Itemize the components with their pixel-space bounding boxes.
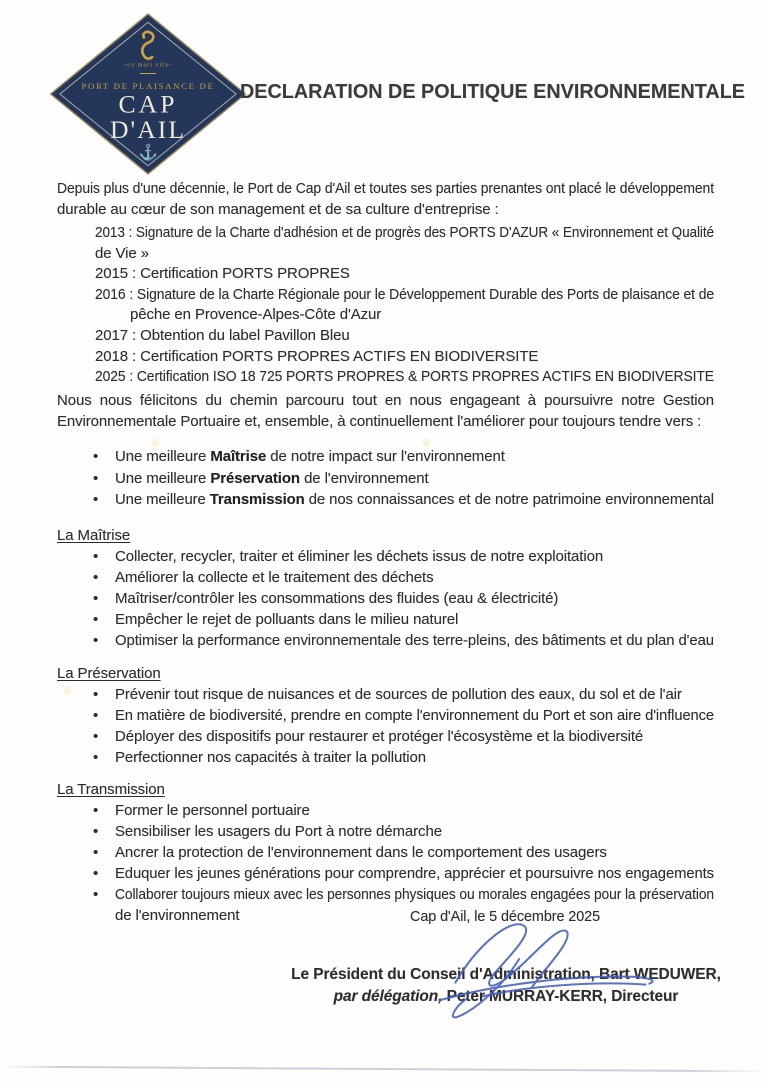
- bullet-item: • Collaborer toujours mieux avec les personnes physiques ou morales engagées pour la préservation: [115, 884, 714, 905]
- bullet-item: • Sensibiliser les usagers du Port à notre démarche: [115, 821, 714, 842]
- scan-artifact-line: [0, 1066, 768, 1073]
- milestone-item: 2018 : Certification PORTS PROPRES ACTIFS EN BIODIVERSITE: [95, 347, 539, 365]
- signatory-line-delegation: par délégation, Peter MURRAY-KERR, Directeur: [333, 988, 679, 1005]
- scan-artifact: [423, 438, 430, 447]
- bullet-item: • Eduquer les jeunes générations pour comprendre, apprécier et poursuivre nos engagements: [115, 863, 714, 884]
- bullet-item: • Améliorer la collecte et le traitement des déchets: [115, 567, 714, 588]
- goals-list: [57, 446, 714, 511]
- bullet-item: • Perfectionner nos capacités à traiter la pollution: [115, 747, 714, 768]
- document-title: DECLARATION DE POLITIQUE ENVIRONNEMENTALE: [240, 81, 745, 103]
- bullet-item: • Déployer des dispositifs pour restaurer et protéger l'écosystème et la biodiversité: [115, 726, 714, 747]
- goal-item: • Une meilleure Maîtrise de notre impact sur l'environnement: [115, 446, 714, 468]
- milestone-item: 2016 : Signature de la Charte Régionale pour le Développement Durable des Ports de plaisance et de: [95, 285, 714, 303]
- scan-artifact: [64, 686, 71, 695]
- milestone-item-continuation: de Vie »: [95, 244, 149, 262]
- section-heading: La Préservation: [57, 665, 161, 682]
- bullet-item: • Collecter, recycler, traiter et éliminer les déchets issus de notre exploitation: [115, 546, 714, 567]
- milestone-item-continuation: pêche en Provence-Alpes-Côte d'Azur: [130, 306, 382, 324]
- bullet-item: • Empêcher le rejet de polluants dans le milieu naturel: [115, 609, 714, 630]
- intro-line: durable au cœur de son management et de sa culture d'entreprise :: [57, 201, 499, 218]
- intro-paragraph: [57, 178, 714, 220]
- goal-item: • Une meilleure Transmission de nos connaissances et de notre patrimoine environnemental: [115, 489, 714, 511]
- milestone-item: 2013 : Signature de la Charte d'adhésion et de progrès des PORTS D'AZUR « Environnement et Qualité: [95, 224, 714, 241]
- bullet-item-continuation: de l'environnement: [115, 907, 240, 924]
- section-preservation: [57, 663, 714, 768]
- bullet-item: • Prévenir tout risque de nuisances et de sources de pollution des eaux, du sol et de l'air: [115, 684, 714, 705]
- dateline: Cap d'Ail, le 5 décembre 2025: [410, 908, 600, 925]
- logo-subtitle: PORT DE PLAISANCE DE: [81, 80, 215, 91]
- bullet-item: • Ancrer la protection de l'environnement dans le comportement des usagers: [115, 842, 714, 863]
- bullet-item: • Former le personnel portuaire: [115, 800, 714, 821]
- intro-line: Depuis plus d'une décennie, le Port de Cap d'Ail et toutes ses parties prenantes ont placé le développement: [57, 180, 714, 197]
- logo-name-line1: CAP: [118, 89, 178, 119]
- section-maitrise: [57, 525, 714, 651]
- milestone-item: 2025 : Certification ISO 18 725 PORTS PROPRES & PORTS PROPRES ACTIFS EN BIODIVERSITE: [95, 368, 714, 386]
- bullet-item: • Optimiser la performance environnementale des terre-pleins, des bâtiments et du plan d'eau: [115, 630, 714, 651]
- commitment-line: Nous nous félicitons du chemin parcouru tout en nous engageant à poursuivre notre Gestion: [57, 392, 714, 409]
- bullet-item: • En matière de biodiversité, prendre en compte l'environnement du Port et son aire d'influence: [115, 705, 714, 726]
- commitment-paragraph: [57, 390, 714, 432]
- section-heading: La Maîtrise: [57, 527, 131, 544]
- anchor-icon: ⚓: [138, 144, 158, 162]
- logo-name-line2: D'AIL: [109, 115, 187, 145]
- handwritten-signature: [426, 912, 671, 1020]
- milestone-item: 2015 : Certification PORTS PROPRES: [95, 265, 350, 283]
- logo-motto: -ex mari vita-: [124, 62, 172, 69]
- section-heading: La Transmission: [57, 781, 165, 798]
- milestone-item: 2017 : Obtention du label Pavillon Bleu: [95, 326, 350, 344]
- goal-item: • Une meilleure Préservation de l'environnement: [115, 468, 714, 490]
- signatory-line-president: Le Président du Conseil d'Administration, Bart WEDUWER,: [291, 966, 721, 983]
- scan-artifact: [152, 438, 159, 447]
- port-logo-emblem: [45, 12, 251, 176]
- commitment-line: Environnementale Portuaire et, ensemble, à continuellement l'améliorer pour toujours tendre vers :: [57, 413, 702, 430]
- milestones-list: [57, 223, 714, 388]
- section-transmission: [57, 779, 714, 926]
- document-title-wrap: [240, 82, 745, 103]
- port-logo: [45, 12, 251, 176]
- bullet-item: • Maîtriser/contrôler les consommations des fluides (eau & électricité): [115, 588, 714, 609]
